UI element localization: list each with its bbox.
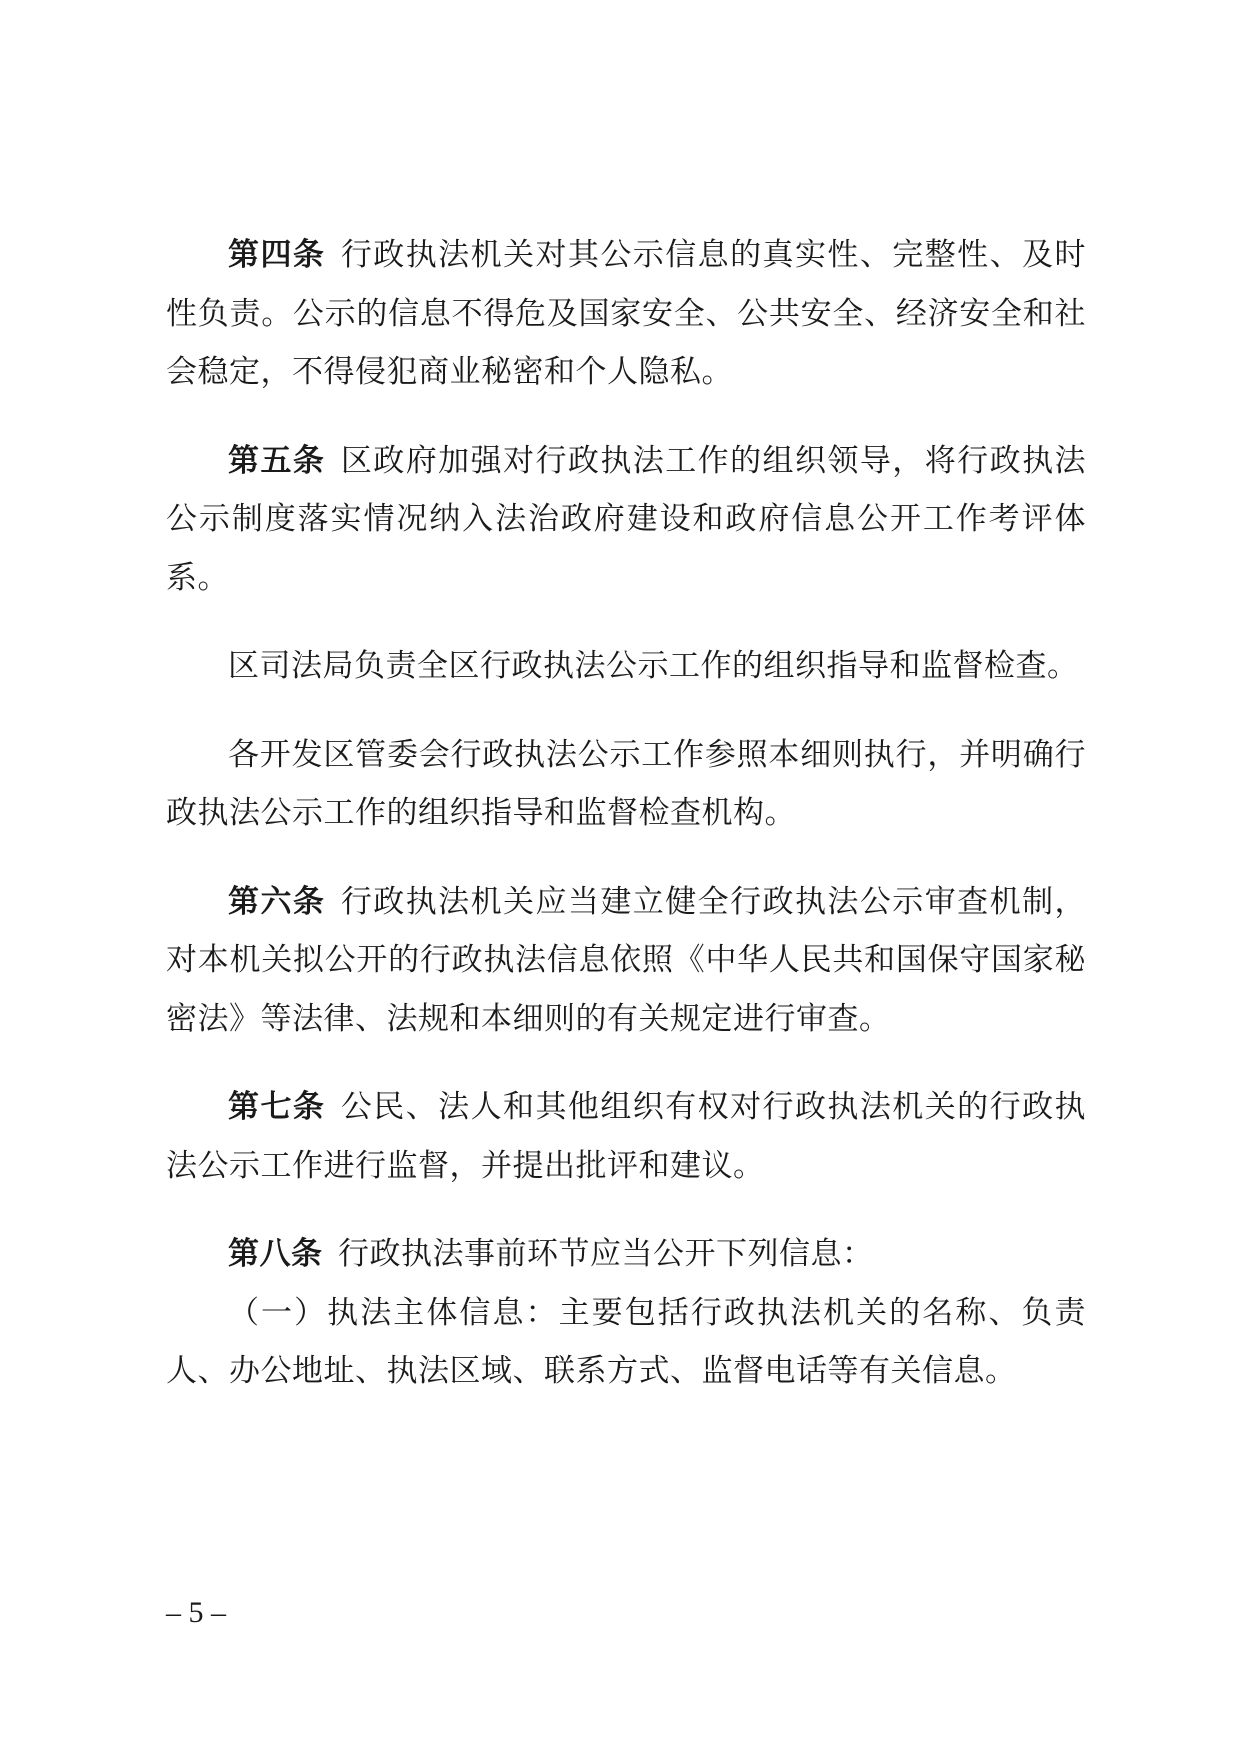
- article-label: 第六条: [228, 883, 326, 920]
- article-label: 第四条: [228, 237, 326, 273]
- article-4-paragraph: [166, 226, 1086, 402]
- article-label: 第七条: [228, 1089, 326, 1125]
- article-8-paragraph: [166, 1225, 1086, 1284]
- paragraph-text: （一）执法主体信息：主要包括行政执法机关的名称、负责人、办公地址、执法区域、联系方式、监督电话等有关信息。: [166, 1294, 1086, 1389]
- article-8-item-1-paragraph: [166, 1284, 1086, 1401]
- article-text: 行政执法事前环节应当公开下列信息：: [338, 1236, 874, 1272]
- article-5-paragraph: [166, 432, 1086, 608]
- paragraph-text: 各开发区管委会行政执法公示工作参照本细则执行，并明确行政执法公示工作的组织指导和监督检查机构。: [166, 736, 1086, 831]
- document-body: [166, 226, 1086, 1401]
- page-number: – 5 –: [166, 1596, 226, 1629]
- article-7-paragraph: [166, 1078, 1086, 1195]
- article-label: 第五条: [228, 442, 326, 479]
- paragraph-text: 区司法局负责全区行政执法公示工作的组织指导和监督检查。: [228, 648, 1079, 684]
- article-text: 公民、法人和其他组织有权对行政执法机关的行政执法公示工作进行监督，并提出批评和建议。: [166, 1089, 1087, 1184]
- article-6-paragraph: [166, 873, 1086, 1049]
- article-text: 区政府加强对行政执法工作的组织领导，将行政执法公示制度落实情况纳入法治政府建设和政府信息公开工作考评体系。: [166, 442, 1087, 596]
- justice-bureau-paragraph: [166, 637, 1086, 696]
- article-label: 第八条: [228, 1236, 323, 1272]
- development-zone-paragraph: [166, 726, 1086, 843]
- article-text: 行政执法机关应当建立健全行政执法公示审查机制，对本机关拟公开的行政执法信息依照《中华人民共和国保守国家秘密法》等法律、法规和本细则的有关规定进行审查。: [166, 883, 1087, 1037]
- article-text: 行政执法机关对其公示信息的真实性、完整性、及时性负责。公示的信息不得危及国家安全、公共安全、经济安全和社会稳定，不得侵犯商业秘密和个人隐私。: [166, 237, 1087, 390]
